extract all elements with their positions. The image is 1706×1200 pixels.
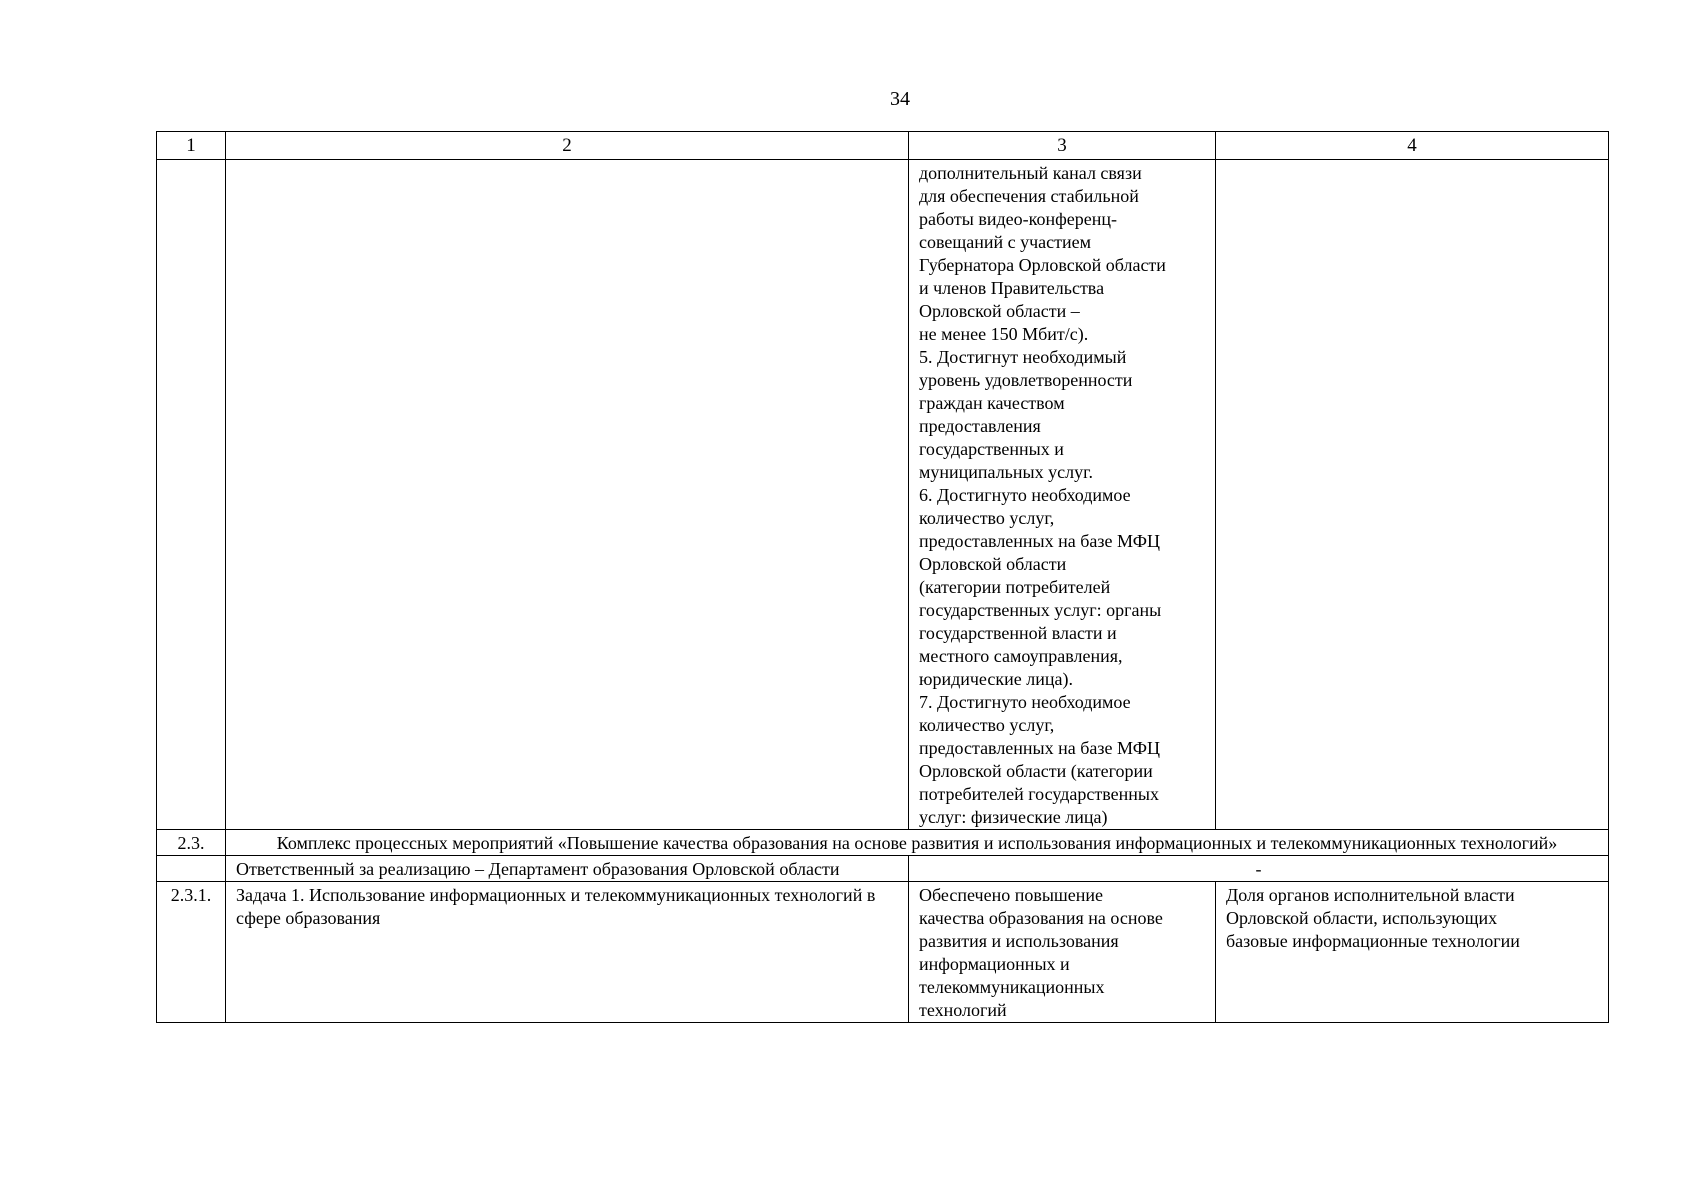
header-col-2: 2 (226, 132, 909, 160)
responsible-value: - (909, 856, 1609, 882)
page-number-text: 34 (890, 88, 910, 110)
continuation-row (157, 160, 1609, 830)
cont-cell-3: дополнительный канал связи для обеспечения стабильной работы видео-конференц- совещаний с участием Губернатора Орловской области и членов Правительства Орловской области – не менее 150 Мбит/с). 5. Достигнут необходимый уровень удовлетворенности граждан качеством предоставления государственных и муниципальных услуг. 6. Достигнуто необходимое количество услуг, предоставленных на базе МФЦ Орловской области (категории потребителей государственных услуг: органы государственной власти и местного самоуправления, юридические лица). 7. Достигнуто необходимое количество услуг, предоставленных на базе МФЦ Орловской области (категории потребителей государственных услуг: физические лица) (909, 160, 1216, 830)
cont-cell-2 (226, 160, 909, 830)
section-number: 2.3. (157, 830, 226, 856)
cont-cell-4 (1216, 160, 1609, 830)
cont-cell-1 (157, 160, 226, 830)
task-row (157, 882, 1609, 1023)
task-result: Обеспечено повышение качества образования на основе развития и использования информационных и телекоммуникационных технологий (909, 882, 1216, 1023)
header-col-1: 1 (157, 132, 226, 160)
header-col-3: 3 (909, 132, 1216, 160)
section-row (157, 830, 1609, 856)
header-col-4: 4 (1216, 132, 1609, 160)
task-description: Задача 1. Использование информационных и телекоммуникационных технологий в сфере образования (226, 882, 909, 1023)
section-title: Комплекс процессных мероприятий «Повышение качества образования на основе развития и использования информационных и телекоммуникационных технологий» (226, 830, 1609, 856)
task-indicator: Доля органов исполнительной власти Орловской области, использующих базовые информационные технологии (1216, 882, 1609, 1023)
task-number: 2.3.1. (157, 882, 226, 1023)
page-number (0, 88, 1706, 111)
header-row (157, 132, 1609, 160)
responsible-empty-cell (157, 856, 226, 882)
responsible-text: Ответственный за реализацию – Департамент образования Орловской области (226, 856, 909, 882)
responsible-row (157, 856, 1609, 882)
document-table (156, 131, 1609, 1023)
